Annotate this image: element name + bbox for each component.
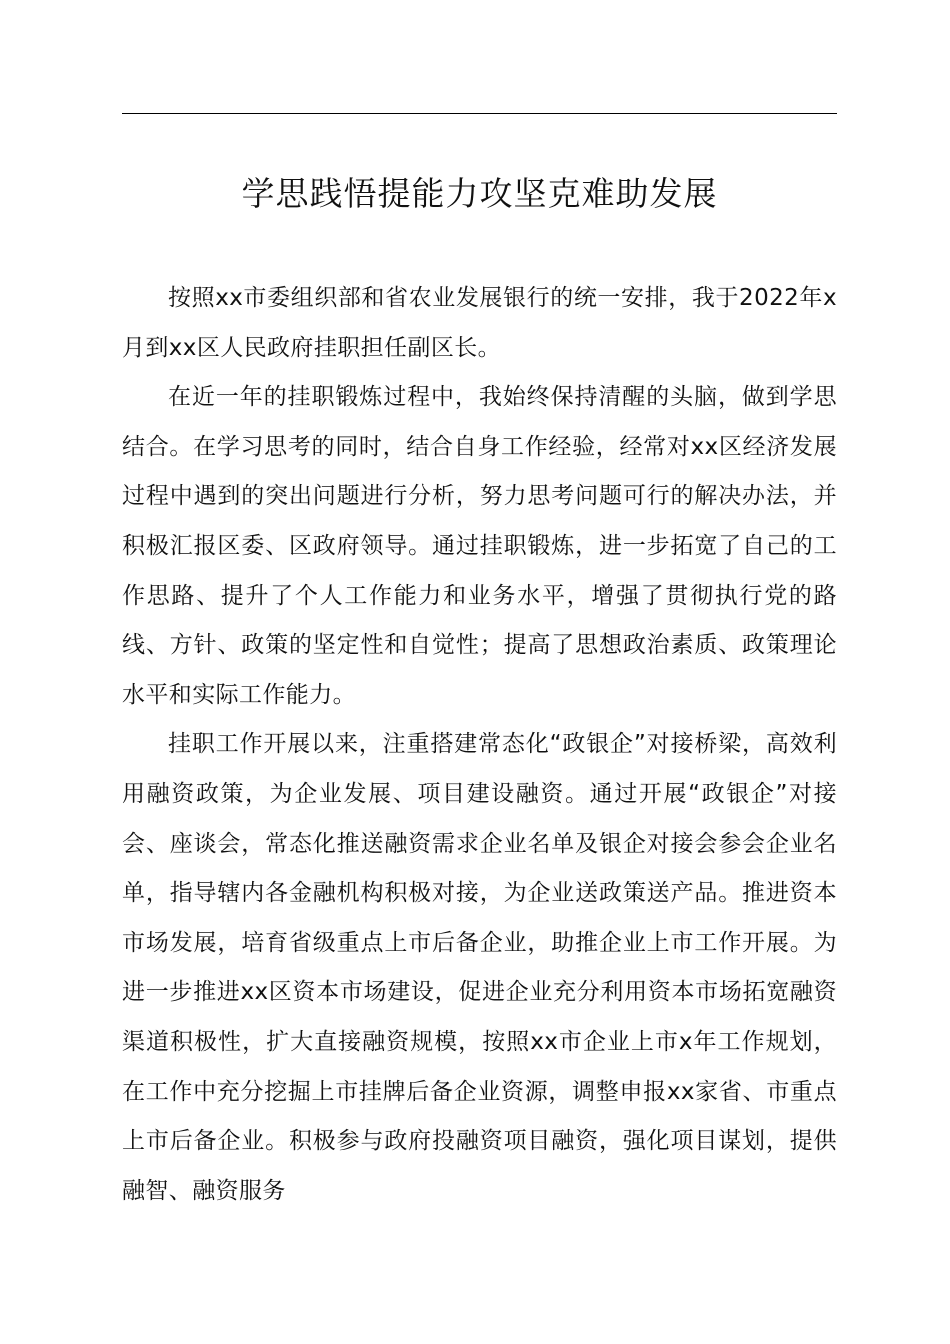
document-title: 学思践悟提能力攻坚克难助发展 <box>241 174 718 213</box>
document-body <box>122 274 837 1216</box>
paragraph-reflection: 在近一年的挂职锻炼过程中，我始终保持清醒的头脑，做到学思结合。在学习思考的同时，结合自身工作经验，经常对xx区经济发展过程中遇到的突出问题进行分析，努力思考问题可行的解决办法，并积极汇报区委、区政府领导。通过挂职锻炼，进一步拓宽了自己的工作思路、提升了个人工作能力和业务水平，增强了贯彻执行党的路线、方针、政策的坚定性和自觉性；提高了思想政治素质、政策理论水平和实际工作能力。 <box>122 384 837 708</box>
header-rule <box>122 113 837 114</box>
paragraph-intro: 按照xx市委组织部和省农业发展银行的统一安排，我于2022年x月到xx区人民政府挂职担任副区长。 <box>122 285 837 361</box>
paragraph-work: 挂职工作开展以来，注重搭建常态化“政银企”对接桥梁，高效利用融资政策，为企业发展、项目建设融资。通过开展“政银企”对接会、座谈会，常态化推送融资需求企业名单及银企对接会参会企业名单，指导辖内各金融机构积极对接，为企业送政策送产品。推进资本市场发展，培育省级重点上市后备企业，助推企业上市工作开展。为进一步推进xx区资本市场建设，促进企业充分利用资本市场拓宽融资渠道积极性，扩大直接融资规模，按照xx市企业上市x年工作规划，在工作中充分挖掘上市挂牌后备企业资源，调整申报xx家省、市重点上市后备企业。积极参与政府投融资项目融资，强化项目谋划，提供融智、融资服务 <box>122 731 837 1204</box>
